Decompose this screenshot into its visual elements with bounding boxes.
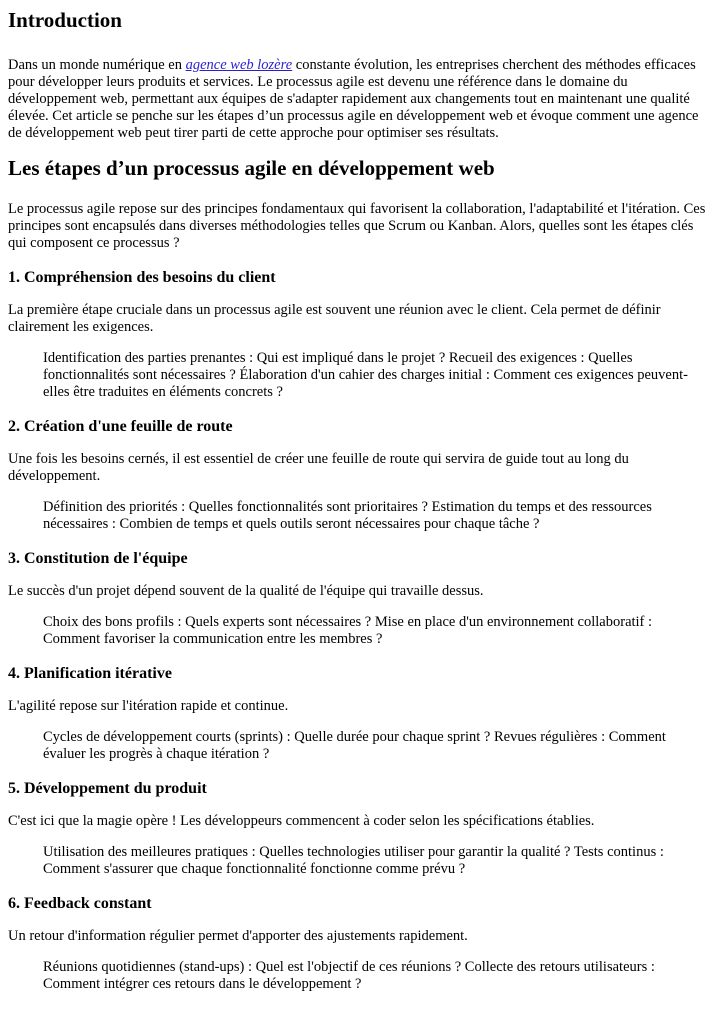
main-paragraph: Le processus agile repose sur des principes fondamentaux qui favorisent la collaboration, l'adaptabilité et l'itération. Ces principes sont encapsulés dans diverses méthodologies telles que Scrum ou Kanban. Alors, quelles sont les étapes clés qui composent ce processus ? bbox=[8, 201, 706, 251]
step-paragraph: C'est ici que la magie opère ! Les développeurs commencent à coder selon les spécifications établies. bbox=[8, 813, 595, 829]
step-section-3 bbox=[8, 549, 712, 648]
step-heading: 4. Planification itérative bbox=[8, 665, 172, 682]
intro-heading: Introduction bbox=[8, 8, 122, 32]
step-blockquote: Cycles de développement courts (sprints) : Quelle durée pour chaque sprint ? Revues régulières : Comment évaluer les progrès à chaque itération ? bbox=[43, 729, 666, 762]
step-heading: 3. Constitution de l'équipe bbox=[8, 550, 188, 567]
step-blockquote: Définition des priorités : Quelles fonctionnalités sont prioritaires ? Estimation du temps et des ressources nécessaires : Combien de temps et quels outils seront nécessaires pour chaque tâche ? bbox=[43, 499, 652, 532]
step-blockquote: Réunions quotidiennes (stand-ups) : Quel est l'objectif de ces réunions ? Collecte des retours utilisateurs : Comment intégrer ces retours dans le développement ? bbox=[43, 959, 655, 992]
intro-paragraph bbox=[8, 57, 712, 142]
step-section-6 bbox=[8, 894, 712, 993]
step-blockquote: Identification des parties prenantes : Qui est impliqué dans le projet ? Recueil des exigences : Quelles fonctionnalités sont nécessaires ? Élaboration d'un cahier des charges initial : Comment ces exigences peuvent-elles être traduites en éléments concrets ? bbox=[43, 350, 688, 400]
step-paragraph: Une fois les besoins cernés, il est essentiel de créer une feuille de route qui servira de guide tout au long du développement. bbox=[8, 451, 629, 484]
agency-link[interactable]: agence web lozère bbox=[185, 57, 293, 73]
step-paragraph: L'agilité repose sur l'itération rapide et continue. bbox=[8, 698, 289, 714]
step-blockquote: Utilisation des meilleures pratiques : Quelles technologies utiliser pour garantir la qualité ? Tests continus : Comment s'assurer que chaque fonctionnalité fonctionne comme prévu ? bbox=[43, 844, 664, 877]
step-heading: 6. Feedback constant bbox=[8, 895, 152, 912]
intro-text-after-link: constante évolution, les entreprises cherchent des méthodes efficaces pour développer leurs produits et services. Le processus agile est devenu une référence dans le domaine du développement web, permettant aux équipes de s'adapter rapidement aux changements tout en maintenant une qualité élevée. Cet article se penche sur les étapes d’un processus agile en développement web et évoque comment une agence de développement web peut tirer parti de cette approche pour optimiser ses résultats. bbox=[8, 57, 699, 141]
article bbox=[0, 8, 720, 993]
step-paragraph: La première étape cruciale dans un processus agile est souvent une réunion avec le client. Cela permet de définir clairement les exigences. bbox=[8, 302, 661, 335]
step-section-2 bbox=[8, 417, 712, 533]
intro-text-before-link: Dans un monde numérique en bbox=[8, 57, 186, 73]
step-heading: 5. Développement du produit bbox=[8, 780, 207, 797]
step-paragraph: Un retour d'information régulier permet d'apporter des ajustements rapidement. bbox=[8, 928, 468, 944]
main-heading: Les étapes d’un processus agile en développement web bbox=[8, 156, 495, 180]
step-section-5 bbox=[8, 779, 712, 878]
step-paragraph: Le succès d'un projet dépend souvent de la qualité de l'équipe qui travaille dessus. bbox=[8, 583, 484, 599]
step-blockquote: Choix des bons profils : Quels experts sont nécessaires ? Mise en place d'un environnement collaboratif : Comment favoriser la communication entre les membres ? bbox=[43, 614, 653, 647]
step-heading: 1. Compréhension des besoins du client bbox=[8, 269, 276, 286]
step-heading: 2. Création d'une feuille de route bbox=[8, 418, 233, 435]
step-section-4 bbox=[8, 664, 712, 763]
step-section-1 bbox=[8, 268, 712, 401]
